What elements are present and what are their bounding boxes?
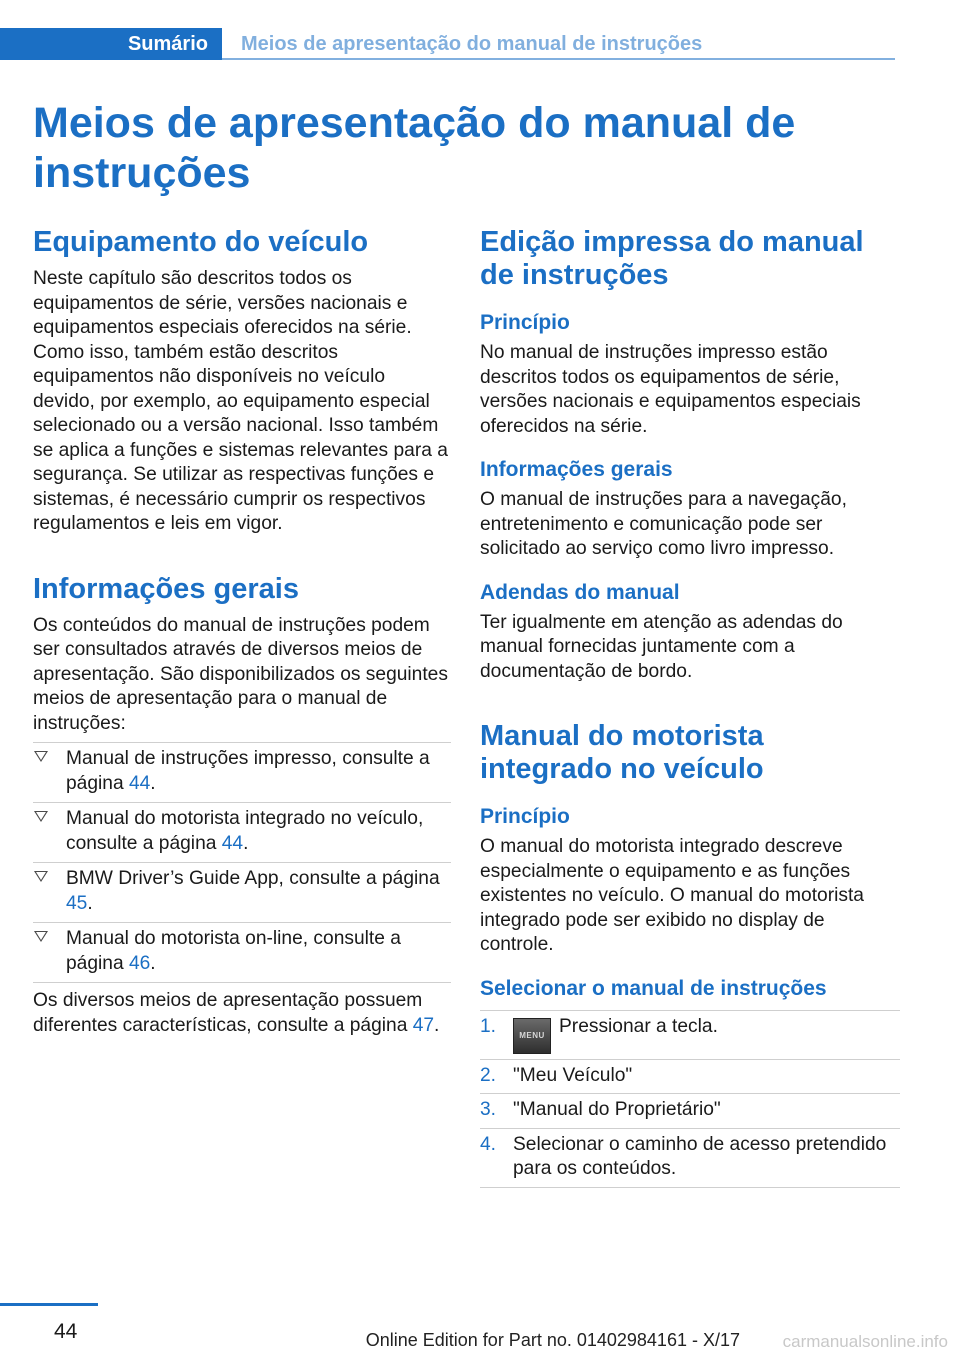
list-item: Manual do motorista integrado no veículo, consulte a página 44.: [33, 803, 451, 863]
list-item: BMW Driver’s Guide App, consulte a página 45.: [33, 863, 451, 923]
section-heading-printed-edition: Edição impressa do manual de instruções: [480, 226, 864, 291]
printed-general-text: O manual de instruções para a navegação, entretenimento e comunicação pode ser solicitado ao serviço como livro impresso.: [480, 489, 847, 559]
general-info-outro: Os diversos meios de apresentação possuem diferentes características, consulte a página 47.: [33, 990, 440, 1036]
step-item: [480, 1094, 900, 1129]
vehicle-equipment-text: Neste capítulo são descritos todos os equipamentos de série, versões nacionais e equipamentos especiais oferecidos na série. Como isso, também estão descritos equipamentos não disponíveis no veículo devido, por exemplo, ao equipamento especial selecionado ou a versão nacional. Isso também se aplica a funções e sistemas relevantes para a segurança. Se utilizar as respectivas funções e sistemas, é necessário cumprir os respectivos regulamentos e leis em vigor.: [33, 268, 448, 534]
step-number: 3.: [480, 1099, 497, 1120]
right-column: [480, 226, 900, 1188]
edition-note: Online Edition for Part no. 01402984161 - X/17: [365, 1330, 740, 1350]
integrated-principle-text: O manual do motorista integrado descreve especialmente o equipamento e as funções existentes no veículo. O manual do motorista integrado pode ser exibido no display de controle.: [480, 836, 864, 955]
contents-tab[interactable]: Sumário: [0, 28, 222, 60]
watermark: carmanualsonline.info: [782, 1332, 948, 1351]
section-heading-vehicle-equipment: Equipamento do veículo: [33, 226, 369, 258]
subheading-select-manual: Selecionar o manual de instruções: [480, 976, 827, 1000]
step-item: [480, 1060, 900, 1095]
page-link[interactable]: 47: [412, 1014, 435, 1036]
step-number: 1.: [480, 1015, 497, 1037]
section-heading-general-info: Informações gerais: [33, 572, 299, 605]
step-number: 2.: [480, 1064, 497, 1086]
header-divider: [222, 58, 895, 60]
page-header: [0, 28, 895, 62]
triangle-bullet-icon: [34, 871, 48, 882]
step-item: [480, 1010, 900, 1060]
printed-principle-text: No manual de instruções impresso estão descritos todos os equipamentos de série, versões nacionais e equipamentos especiais oferecidos na série.: [480, 342, 861, 437]
list-item-text: BMW Driver’s Guide App, consulte a página: [66, 868, 440, 889]
list-item-text: Manual de instruções impresso, consulte a página: [66, 748, 430, 794]
page-link[interactable]: 46: [128, 952, 151, 974]
list-item-text: Manual do motorista on-line, consulte a página: [66, 928, 401, 974]
left-column: [33, 226, 451, 1038]
page-link[interactable]: 44: [128, 772, 151, 794]
subheading-principle-integrated: Princípio: [480, 805, 570, 828]
triangle-bullet-icon: [34, 811, 48, 822]
step-text: Pressionar a tecla.: [559, 1015, 718, 1037]
outro-text: Os diversos meios de apresentação possuem diferentes características, consulte a página: [33, 990, 423, 1036]
step-number: 4.: [480, 1133, 497, 1155]
triangle-bullet-icon: [34, 931, 48, 942]
general-info-intro: Os conteúdos do manual de instruções podem ser consultados através de diversos meios de apresentação. São disponibilizados os seguintes meios de apresentação para o manual de instruções:: [33, 614, 448, 734]
addenda-text: Ter igualmente em atenção as adendas do manual fornecidas juntamente com a documentação de bordo.: [480, 611, 843, 682]
step-text: "Meu Veículo": [513, 1064, 633, 1086]
breadcrumb[interactable]: Meios de apresentação do manual de instruções: [241, 32, 703, 55]
page-title: Meios de apresentação do manual de instruções: [33, 99, 796, 197]
page-link[interactable]: 44: [221, 832, 244, 854]
list-item-text: Manual do motorista integrado no veículo, consulte a página: [66, 808, 424, 854]
step-text: "Manual do Proprietário": [513, 1099, 721, 1120]
list-item: Manual do motorista on-line, consulte a página 46.: [33, 923, 451, 983]
page-number: 44: [54, 1320, 78, 1343]
steps-list: [480, 1010, 900, 1188]
footer-divider: [0, 1303, 98, 1306]
menu-key-icon: MENU: [513, 1018, 551, 1054]
subheading-principle: Princípio: [480, 311, 570, 334]
subheading-addenda: Adendas do manual: [480, 580, 680, 604]
step-item: [480, 1129, 900, 1188]
media-list: [33, 742, 451, 983]
step-text: Selecionar o caminho de acesso pretendido para os conteúdos.: [513, 1133, 887, 1179]
subheading-general-info: Informações gerais: [480, 458, 673, 481]
triangle-bullet-icon: [34, 751, 48, 762]
section-heading-integrated-manual: Manual do motorista integrado no veículo: [480, 720, 764, 785]
page-link[interactable]: 45: [66, 892, 88, 914]
list-item: Manual de instruções impresso, consulte a página 44.: [33, 742, 451, 803]
